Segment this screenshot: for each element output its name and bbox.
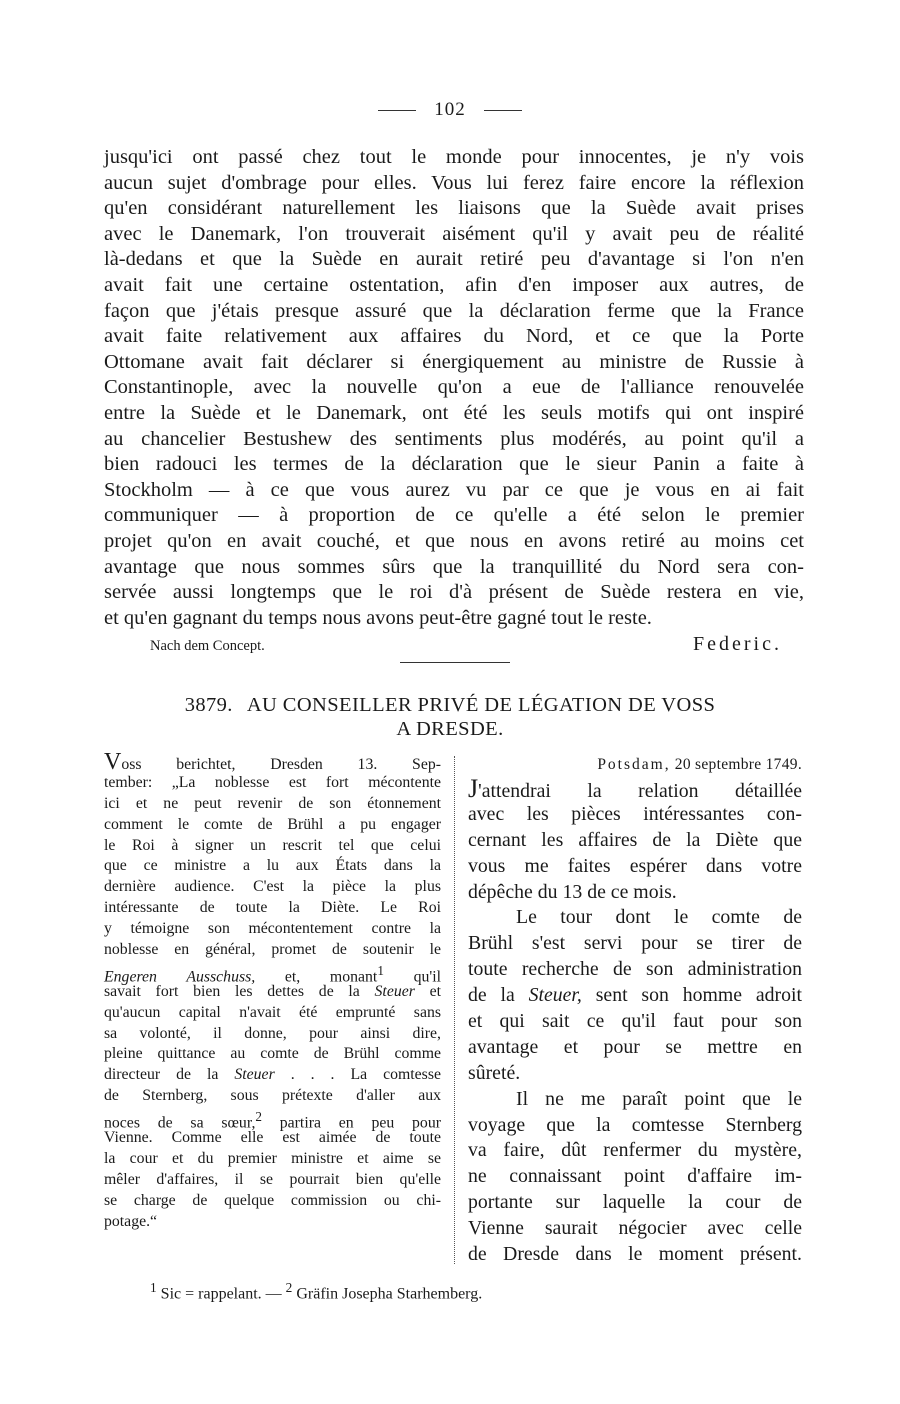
footnote-mark-1: 1 (150, 1280, 157, 1295)
body-line: projet qu'on en avait couché, et que nous en avons retiré au moins cet (104, 529, 804, 552)
summary-line: se charge de quelque commission ou chi- (104, 1191, 441, 1209)
body-line: aucun sujet d'ombrage pour elles. Vous lui ferez faire encore la réflexion (104, 171, 804, 194)
source-note: Nach dem Concept. (150, 638, 265, 654)
body-line: qu'en considérant naturellement les liaisons que la Suède avait prises (104, 197, 804, 220)
summary-dropcap: V (104, 749, 122, 775)
letter-line: voyage que la comtesse Sternberg (468, 1113, 802, 1136)
footnote-ref-2: 2 (255, 1109, 262, 1125)
summary-line: intéressante de toute la Diète. Le Roi (104, 899, 441, 917)
summary-line: sa volonté, il donne, pour ainsi dire, (104, 1024, 441, 1042)
summary-line: potage.“ (104, 1212, 158, 1230)
summary-line: ici et ne peut revenir de son étonnement (104, 794, 441, 812)
dateline-place: Potsdam, (597, 756, 671, 773)
footnotes (150, 1280, 482, 1303)
body-line: façon que j'étais presque assuré que la déclaration ferme que la France (104, 299, 804, 322)
letter-line: de Dresde dans le moment présent. (468, 1243, 802, 1266)
heading-line-2: A DRESDE. (396, 718, 504, 740)
summary-line: qu'aucun capital n'avait été emprunté sans (104, 1003, 441, 1021)
body-line: communiquer — à proportion de ce qu'elle a été selon le premier (104, 504, 804, 527)
summary-line: le Roi à signer un rescrit tel que celui (104, 836, 441, 854)
letter-line: vous me faites espérer dans votre (468, 854, 802, 877)
section-divider (400, 662, 510, 663)
summary-line: la cour et du premier ministre et aime se (104, 1149, 441, 1167)
letter-line: et qui sait ce qu'il faut pour son (468, 1010, 802, 1033)
column-divider (454, 756, 455, 1264)
letter-line: sûreté. (468, 1061, 521, 1084)
letter-body (104, 145, 804, 631)
body-line: jusqu'ici ont passé chez tout le monde pour innocentes, je n'y vois (104, 146, 804, 168)
body-line: Stockholm — à ce que vous aurez vu par ce que je vous en ai fait (104, 478, 804, 501)
summary-line: mêler d'affaires, il se pourrait bien qu'elle (104, 1170, 441, 1188)
body-line: là-dedans et que la Suède en aurait retiré peu d'avantage si l'on n'en (104, 248, 804, 271)
letter-line: J'attendrai la relation détaillée (468, 774, 802, 803)
letter-line: dépêche du 13 de ce mois. (468, 880, 677, 903)
dateline (468, 752, 802, 776)
header-dash-left (378, 110, 416, 111)
body-line: Constantinople, avec la nouvelle qu'on a eue de l'alliance renouvelée (104, 376, 804, 399)
letter-line: Le tour dont le comte de (516, 906, 802, 929)
body-line: bien radouci les termes de la déclaration que le sieur Panin a faite à (104, 453, 804, 476)
summary-line: noces de sa sœur,$^2$ partira en peu pour (104, 1109, 441, 1132)
letter-column (468, 752, 802, 1268)
document-heading (110, 693, 790, 741)
body-line: et qu'en gagnant du temps nous avons peut-être gagné tout le reste. (104, 606, 652, 629)
document-number: 3879. (184, 694, 233, 716)
summary-line: Engeren Ausschuss, et, monant$^1$ qu'il (104, 962, 441, 986)
summary-line: tember: „La noblesse est fort mécontente (104, 773, 441, 791)
body-line: avait fait une certaine ostentation, afin d'en imposer aux autres, de (104, 273, 804, 296)
summary-line: que ce ministre a lu aux États dans la (104, 857, 441, 875)
body-line: entre la Suède et le Danemark, ont été les seuls motifs qui ont inspiré (104, 401, 804, 424)
page-number: 102 (434, 99, 466, 120)
footnote-mark-2: 2 (285, 1280, 293, 1295)
letter-line: de la Steuer, sent son homme adroit (468, 984, 802, 1007)
summary-column (104, 749, 441, 1232)
closing-row (150, 633, 782, 656)
letter-line: avantage et pour se mettre en (468, 1035, 802, 1058)
summary-line: y témoigne son mécontentement contre la (104, 920, 441, 938)
footnote-1: Sic = rappelant. — (156, 1285, 286, 1303)
dateline-date: 20 septembre 1749. (670, 756, 802, 773)
letter-line: avec les pièces intéressantes con- (468, 802, 802, 825)
letter-line: Il ne me paraît point que le (516, 1087, 802, 1110)
body-line: avec le Danemark, l'on trouverait aisément qu'il y avait peu de réalité (104, 222, 804, 245)
summary-line: pleine quittance au comte de Brühl comme (104, 1045, 441, 1063)
letter-line: va faire, dût renfermer du mystère, (468, 1139, 802, 1162)
letter-dropcap: J (468, 774, 479, 803)
letter-line: portante sur laquelle la cour de (468, 1191, 802, 1214)
summary-line: comment le comte de Brühl a pu engager (104, 815, 441, 833)
summary-line: directeur de la Steuer . . . La comtesse (104, 1066, 441, 1084)
signature: Federic. (693, 633, 782, 655)
page-header (0, 99, 900, 121)
summary-line: savait fort bien les dettes de la Steuer et (104, 982, 441, 1000)
body-line: Ottomane avait fait déclarer si énergiquement au ministre de Russie à (104, 350, 804, 373)
header-dash-right (484, 110, 522, 111)
body-line: avait faite relativement aux affaires du Nord, et ce que la Porte (104, 325, 804, 348)
letter-line: ne connaissant point d'affaire im- (468, 1165, 802, 1188)
summary-line: de Sternberg, sous prétexte d'aller aux (104, 1087, 441, 1105)
letter-line: Vienne saurait négocier avec celle (468, 1217, 802, 1240)
letter-line: toute recherche de son administration (468, 958, 802, 981)
body-line: au chancelier Bestushew des sentiments plus modérés, au point qu'il a (104, 427, 804, 450)
letter-line: Brühl s'est servi pour se tirer de (468, 932, 802, 955)
footnote-ref-1: 1 (377, 962, 384, 978)
letter-line: cernant les affaires de la Diète que (468, 828, 802, 851)
heading-line-1 (110, 693, 790, 717)
footnote-2: Gräfin Josepha Starhemberg. (292, 1285, 483, 1303)
summary-line: noblesse en général, promet de soutenir le (104, 941, 441, 959)
summary-line: dernière audience. C'est la pièce la plus (104, 878, 441, 896)
body-line: avantage que nous sommes sûrs que la tranquillité du Nord sera con- (104, 555, 804, 578)
summary-line: Voss berichtet, Dresden 13. Sep- (104, 749, 441, 775)
body-line: servée aussi longtemps que le roi d'à présent de Suède restera en vie, (104, 581, 804, 604)
summary-line: Vienne. Comme elle est aimée de toute (104, 1129, 441, 1147)
heading-recipient: AU CONSEILLER PRIVÉ DE LÉGATION DE VOSS (246, 694, 716, 716)
